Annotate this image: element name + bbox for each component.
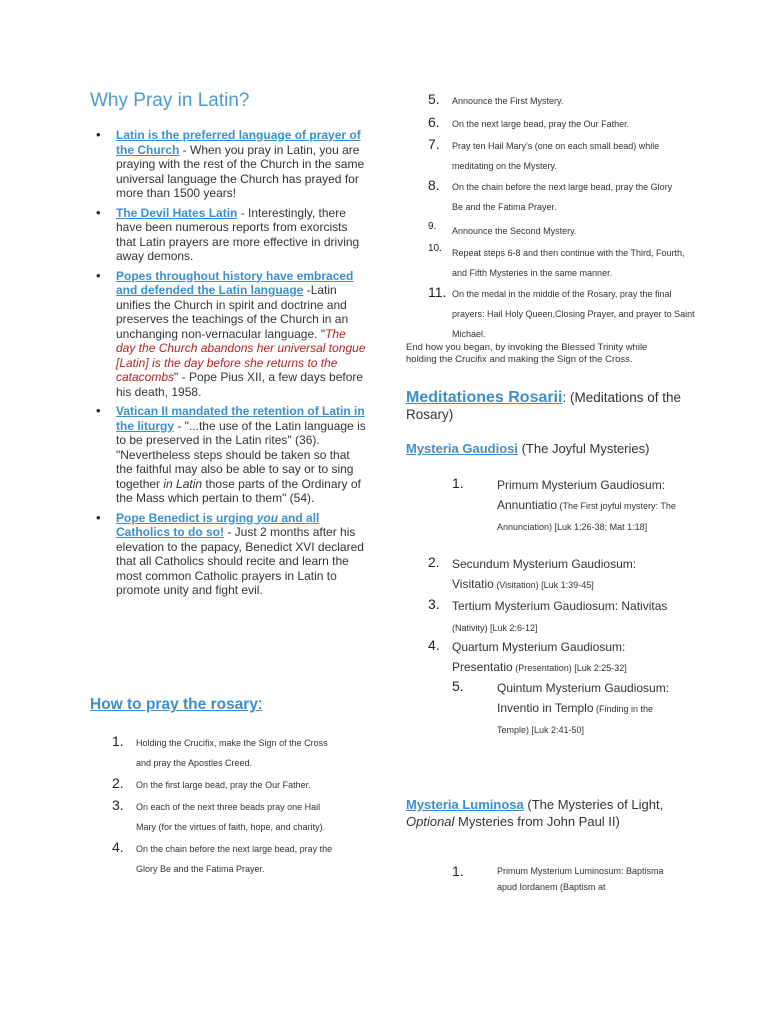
luminous-subtitle: Mysteries from John Paul II) [454, 814, 620, 829]
list-item [428, 554, 677, 595]
luminous-heading [406, 796, 676, 830]
mystery-detail: (Presentation) [Luk 2:25-32] [512, 663, 627, 673]
list-item [452, 475, 677, 537]
list-item [112, 733, 342, 773]
meditations-heading [406, 389, 686, 423]
list-item [428, 136, 678, 176]
mystery-title: Primum Mysterium Gaudiosum: Annuntiatio [497, 478, 666, 512]
reason-text: " - Pope Pius XII, a few days before his death, 1958. [116, 370, 364, 399]
mystery-title: Quartum Mysterium Gaudiosum: Presentatio [452, 640, 626, 674]
link-part: and all Catholics to do so! [116, 510, 320, 539]
rosary-heading-link[interactable]: How to pray the rosary [90, 696, 258, 713]
luminous-link[interactable]: Mysteria Luminosa [406, 797, 524, 812]
list-item [116, 404, 366, 506]
mystery-number: 1. [452, 863, 464, 879]
list-item [452, 678, 677, 740]
mystery-detail: (Finding in the Temple) [Luk 2:41-50] [497, 704, 654, 735]
list-item [428, 114, 698, 134]
step-text: On the medal in the middle of the Rosary, pray the final prayers: Hail Holy Queen,Closing Prayer, and prayer to Saint Michael. [452, 289, 695, 339]
mystery-number: 1. [452, 475, 464, 491]
colon: : [257, 696, 263, 713]
mystery-title: Secundum Mysterium Gaudiosum: Visitatio [452, 557, 637, 591]
mystery-text: Primum Mysterium Luminosum: Baptisma apud Iordanem (Baptism at [497, 866, 664, 892]
optional-italic: Optional [406, 814, 455, 829]
list-item [428, 596, 677, 638]
list-item [428, 637, 677, 678]
joyful-subtitle: (The Joyful Mysteries) [517, 441, 650, 456]
right-column [384, 0, 768, 1024]
step-text: Announce the Second Mystery. [452, 226, 577, 236]
mystery-number: 5. [452, 678, 464, 694]
link-part: Pope Benedict is urging [116, 510, 257, 525]
reason-text: those parts of the Ordinary of the Mass which pertain to them" (54). [116, 476, 361, 505]
step-number: 3. [112, 797, 124, 813]
reason-link[interactable]: Popes throughout history have embraced and defended the Latin language [116, 268, 354, 297]
page-title: Why Pray in Latin? [90, 90, 250, 111]
list-item [116, 511, 366, 598]
reasons-list [116, 128, 366, 603]
mystery-text [452, 596, 677, 638]
joyful-link[interactable]: Mysteria Gaudiosi [406, 441, 518, 456]
mystery-title: Tertium Mysterium Gaudiosum: Nativitas [452, 599, 668, 613]
step-number: 11. [428, 284, 447, 300]
mystery-detail: (Visitation) [Luk 1:39-45] [493, 580, 594, 590]
list-item [112, 775, 342, 795]
step-number: 4. [112, 839, 124, 855]
mystery-number: 3. [428, 596, 440, 612]
list-item [428, 221, 698, 241]
joyful-heading [406, 441, 706, 456]
step-number: 1. [112, 733, 124, 749]
italic-text: in Latin [163, 476, 203, 491]
reason-text: -Latin unifies the Church in spirit and doctrine and preserves the teachings of the Church in an unchanging non-vernacular language. " [116, 283, 349, 341]
list-item [112, 797, 342, 837]
step-text: On the chain before the next large bead, pray the Glory Be and the Fatima Prayer. [136, 844, 333, 874]
step-number: 7. [428, 136, 440, 152]
step-text: Repeat steps 6-8 and then continue with the Third, Fourth, and Fifth Mysteries in the same manner. [452, 248, 685, 278]
reason-text: - Interestingly, there have been numerous reports from exorcists that Latin prayers are more effective in driving away demons. [116, 205, 360, 263]
mystery-number: 2. [428, 554, 440, 570]
mystery-number: 4. [428, 637, 440, 653]
reason-text: - "...the use of the Latin language is to be preserved in the Latin rites" (36). "Nevertheless steps should be taken so that the faithful may also be able to say or to sing together [116, 418, 366, 491]
list-item [112, 839, 342, 879]
reason-link[interactable]: Latin is the preferred language of prayer of the Church [116, 128, 361, 157]
mystery-text [452, 637, 677, 678]
step-number: 8. [428, 177, 440, 193]
list-item [428, 91, 698, 111]
list-item [116, 269, 366, 400]
step-text: Holding the Crucifix, make the Sign of the Cross and pray the Apostles Creed. [136, 738, 328, 768]
list-item [116, 206, 366, 264]
list-item [116, 128, 366, 201]
step-text: Pray ten Hail Mary's (one on each small bead) while meditating on the Mystery. [452, 141, 660, 171]
step-text: On the next large bead, pray the Our Father. [452, 119, 630, 129]
step-text: Announce the First Mystery. [452, 96, 564, 106]
mystery-text [497, 678, 677, 740]
step-text: On the first large bead, pray the Our Father. [136, 780, 311, 790]
pius-quote: The day the Church abandons her universal tongue [Latin] is the day before she returns to the catacombs [116, 326, 366, 384]
step-number: 6. [428, 114, 440, 130]
list-item [428, 177, 678, 217]
link-italic: you [256, 510, 279, 525]
end-note: End how you began, by invoking the Blessed Trinity while holding the Crucifix and making the Sign of the Cross. [406, 342, 648, 365]
list-item [428, 243, 698, 283]
mystery-detail: (Nativity) [Luk 2:6-12] [452, 623, 538, 633]
step-number: 2. [112, 775, 124, 791]
reason-link[interactable]: The Devil Hates Latin [116, 205, 238, 220]
meditations-subtitle: : (Meditations of the Rosary) [406, 390, 682, 422]
step-text: On the chain before the next large bead, pray the Glory Be and the Fatima Prayer. [452, 182, 673, 212]
step-number: 5. [428, 91, 440, 107]
mystery-detail: (The First joyful mystery: The Annunciation) [Luk 1:26-38; Mat 1:18] [497, 501, 676, 532]
reason-text: - When you pray in Latin, you are praying with the rest of the Church in the same universal language the Church has prayed for more than 1500 years! [116, 142, 365, 200]
meditations-link[interactable]: Meditationes Rosarii [406, 389, 563, 406]
list-item [452, 863, 677, 895]
step-number: 10. [428, 243, 442, 254]
reason-link[interactable]: Vatican II mandated the retention of Latin in the liturgy [116, 404, 365, 433]
mystery-text [497, 475, 677, 537]
mystery-title: Quintum Mysterium Gaudiosum: Inventio in Templo [497, 681, 670, 715]
step-number: 9. [428, 221, 437, 232]
step-text: On each of the next three beads pray one Hail Mary (for the virtues of faith, hope, and charity). [136, 802, 326, 832]
list-item [428, 284, 698, 344]
luminous-subtitle: (The Mysteries of Light, [523, 797, 664, 812]
reason-text: - Just 2 months after his elevation to the papacy, Benedict XVI declared that all Catholics should recite and learn the most common Catholic prayers in Latin to promote unity and fight evil. [116, 525, 364, 597]
mystery-text [452, 554, 677, 595]
rosary-heading [90, 696, 262, 714]
